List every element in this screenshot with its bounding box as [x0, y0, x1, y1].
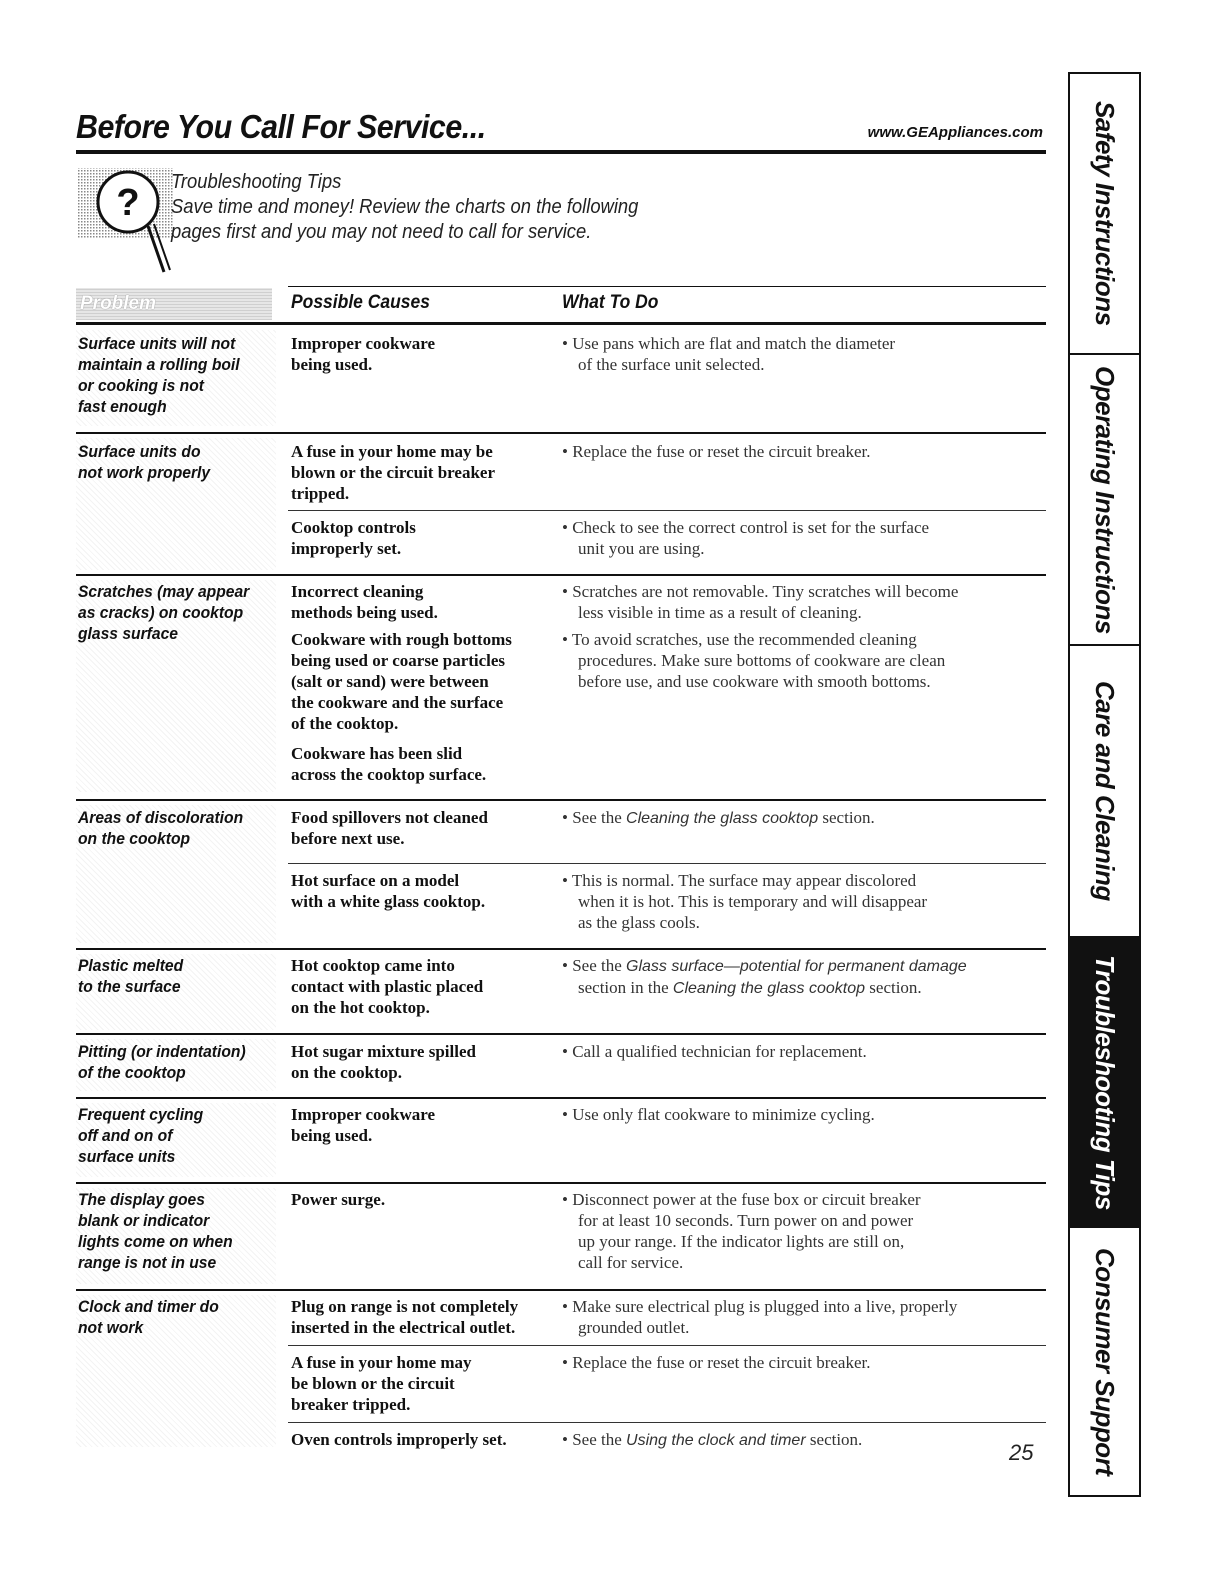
problem-text: not work properly [78, 463, 211, 482]
todo-text: • Use pans which are flat and match the diameter [562, 334, 896, 353]
todo-cell [562, 333, 1042, 375]
todo-text: section in the [578, 978, 673, 997]
cause-cell [291, 1296, 553, 1338]
problem-cell [78, 1296, 262, 1338]
todo-text: • Scratches are not removable. Tiny scratches will become [562, 582, 959, 601]
svg-text:?: ? [116, 182, 140, 224]
cause-text: on the cooktop. [291, 1063, 402, 1082]
problem-text: fast enough [78, 397, 167, 416]
problem-text: lights come on when [78, 1232, 233, 1251]
todo-text: section. [865, 978, 922, 997]
todo-text: • Check to see the correct control is set for the surface [562, 518, 930, 537]
cause-text: methods being used. [291, 603, 438, 622]
todo-text: as the glass cools. [578, 913, 700, 932]
cause-text: Cookware with rough bottoms [291, 630, 512, 649]
todo-text: • See the [562, 808, 627, 827]
header-rule [76, 322, 1046, 325]
cause-cell [291, 1429, 553, 1450]
todo-cell [562, 1296, 1042, 1338]
cause-cell [291, 1041, 553, 1083]
problem-text: maintain a rolling boil [78, 355, 240, 374]
section-reference: Cleaning the glass cooktop [626, 810, 819, 827]
problem-text: Frequent cycling [78, 1105, 204, 1124]
todo-text: when it is hot. This is temporary and will disappear [578, 892, 928, 911]
row-divider [76, 432, 1046, 434]
cause-cell [291, 1104, 553, 1146]
todo-text: for at least 10 seconds. Turn power on and power [578, 1211, 914, 1230]
cause-text: the cookware and the surface [291, 693, 504, 712]
sub-divider [288, 1422, 1046, 1423]
cause-text: Incorrect cleaning [291, 582, 424, 601]
cause-text: Power surge. [291, 1190, 386, 1209]
tab-operating-instructions[interactable] [1070, 355, 1139, 646]
todo-cell [562, 629, 1042, 692]
cause-text: with a white glass cooktop. [291, 892, 486, 911]
problem-text: of the cooktop [78, 1063, 186, 1082]
cause-text: Hot sugar mixture spilled [291, 1042, 476, 1061]
problem-text: Surface units do [78, 442, 201, 461]
cause-text: be blown or the circuit [291, 1374, 455, 1393]
cause-text: improperly set. [291, 539, 402, 558]
section-reference: Using the clock and timer [626, 1432, 806, 1449]
cause-text: tripped. [291, 484, 350, 503]
cause-text: inserted in the electrical outlet. [291, 1318, 516, 1337]
website-url: www.GEAppliances.com [867, 124, 1043, 141]
row-divider [76, 1097, 1046, 1099]
problem-text: range is not in use [78, 1253, 217, 1272]
todo-cell [562, 955, 1042, 999]
todo-cell [562, 1041, 1042, 1062]
cause-cell [291, 1189, 553, 1210]
tab-safety-instructions[interactable] [1070, 74, 1139, 355]
todo-cell [562, 1104, 1042, 1125]
problem-text: blank or indicator [78, 1211, 210, 1230]
todo-cell [562, 441, 1042, 462]
cause-cell [291, 1352, 553, 1415]
row-divider [76, 574, 1046, 576]
todo-cell [562, 807, 1042, 829]
todo-cell [562, 581, 1042, 623]
todo-cell [562, 1189, 1042, 1273]
todo-text: of the surface unit selected. [578, 355, 765, 374]
tab-label: Troubleshooting Tips [1090, 954, 1120, 1210]
problem-text: Surface units will not [78, 334, 236, 353]
cause-text: on the hot cooktop. [291, 998, 430, 1017]
cause-text: Oven controls improperly set. [291, 1430, 507, 1449]
problem-cell [78, 1041, 262, 1083]
problem-text: off and on of [78, 1126, 173, 1145]
problem-text: not work [78, 1318, 144, 1337]
todo-text: • Replace the fuse or reset the circuit breaker. [562, 1353, 871, 1372]
problem-cell [78, 333, 262, 417]
problem-text: on the cooktop [78, 829, 191, 848]
todo-cell [562, 517, 1042, 559]
cause-cell [291, 441, 553, 504]
column-header-todo: What To Do [562, 292, 659, 313]
cause-text: across the cooktop surface. [291, 765, 487, 784]
todo-text: procedures. Make sure bottoms of cookware are clean [578, 651, 946, 670]
tab-consumer-support[interactable] [1070, 1228, 1139, 1495]
tips-line: Save time and money! Review the charts on the following [171, 196, 639, 218]
todo-text: • See the [562, 1430, 627, 1449]
page-title: Before You Call For Service... [76, 108, 486, 145]
cause-text: Plug on range is not completely [291, 1297, 519, 1316]
cause-text: A fuse in your home may be [291, 442, 493, 461]
problem-cell [78, 1189, 262, 1273]
cause-text: Food spillovers not cleaned [291, 808, 488, 827]
problem-text: Areas of discoloration [78, 808, 244, 827]
problem-text: glass surface [78, 624, 178, 643]
row-divider [76, 799, 1046, 801]
cause-text: Cookware has been slid [291, 744, 463, 763]
sub-divider [288, 1345, 1046, 1346]
cause-text: A fuse in your home may [291, 1353, 472, 1372]
cause-text: of the cooktop. [291, 714, 399, 733]
todo-text: section. [818, 808, 875, 827]
cause-cell [291, 870, 553, 912]
problem-text: as cracks) on cooktop [78, 603, 244, 622]
tab-label: Safety Instructions [1090, 101, 1120, 326]
todo-text: call for service. [578, 1253, 684, 1272]
tips-heading: Troubleshooting Tips [171, 171, 342, 193]
problem-text: or cooking is not [78, 376, 204, 395]
cause-text: breaker tripped. [291, 1395, 411, 1414]
sub-divider [288, 863, 1046, 864]
problem-text: to the surface [78, 977, 181, 996]
cause-cell [291, 581, 553, 623]
cause-text: Improper cookware [291, 334, 436, 353]
cause-text: Cooktop controls [291, 518, 416, 537]
cause-text: (salt or sand) were between [291, 672, 489, 691]
cause-text: before next use. [291, 829, 405, 848]
row-divider [76, 1289, 1046, 1291]
cause-text: being used or coarse particles [291, 651, 506, 670]
todo-text: up your range. If the indicator lights are still on, [578, 1232, 905, 1251]
problem-cell [78, 1104, 262, 1167]
cause-cell [291, 807, 553, 849]
header-rule-thin [288, 286, 1046, 287]
tab-label: Care and Cleaning [1090, 681, 1120, 901]
tab-care-and-cleaning[interactable] [1070, 646, 1139, 938]
cause-cell [291, 333, 553, 375]
cause-text: Improper cookware [291, 1105, 436, 1124]
page-number: 25 [1009, 1440, 1034, 1465]
problem-text: Pitting (or indentation) [78, 1042, 246, 1061]
column-header-causes: Possible Causes [291, 292, 430, 313]
cause-cell [291, 517, 553, 559]
todo-cell [562, 1429, 1042, 1451]
cause-text: being used. [291, 1126, 373, 1145]
cause-text: being used. [291, 355, 373, 374]
todo-text: • To avoid scratches, use the recommended cleaning [562, 630, 917, 649]
todo-text: • See the [562, 956, 627, 975]
problem-cell [78, 807, 262, 849]
row-divider [76, 1033, 1046, 1035]
row-divider [76, 948, 1046, 950]
todo-cell [562, 1352, 1042, 1373]
todo-text: section. [805, 1430, 863, 1449]
tab-label: Operating Instructions [1090, 365, 1120, 634]
todo-text: less visible in time as a result of cleaning. [578, 603, 862, 622]
tab-label: Consumer Support [1090, 1247, 1120, 1476]
cause-cell [291, 743, 553, 785]
todo-text: before use, and use cookware with smooth bottoms. [578, 672, 931, 691]
cause-text: blown or the circuit breaker [291, 463, 495, 482]
cause-cell [291, 955, 553, 1018]
column-header-problem: Problem [76, 288, 272, 320]
cause-cell [291, 629, 553, 734]
problem-text: surface units [78, 1147, 176, 1166]
problem-cell [78, 441, 262, 483]
problem-text: Scratches (may appear [78, 582, 250, 601]
todo-text: • Replace the fuse or reset the circuit breaker. [562, 442, 871, 461]
section-reference: Glass surface—potential for permanent damage [626, 958, 967, 975]
todo-text: • Call a qualified technician for replacement. [562, 1042, 867, 1061]
todo-text: • Disconnect power at the fuse box or circuit breaker [562, 1190, 921, 1209]
problem-cell [78, 955, 262, 997]
tab-troubleshooting-tips[interactable] [1070, 938, 1139, 1228]
sub-divider [288, 510, 1046, 511]
todo-text: • Use only flat cookware to minimize cycling. [562, 1105, 875, 1124]
title-rule [76, 150, 1046, 154]
todo-text: grounded outlet. [578, 1318, 690, 1337]
todo-text: • Make sure electrical plug is plugged into a live, properly [562, 1297, 958, 1316]
cause-text: Hot surface on a model [291, 871, 460, 890]
problem-text: Clock and timer do [78, 1297, 219, 1316]
todo-text: • This is normal. The surface may appear discolored [562, 871, 917, 890]
problem-text: Plastic melted [78, 956, 184, 975]
problem-text: The display goes [78, 1190, 205, 1209]
todo-cell [562, 870, 1042, 933]
row-divider [76, 1182, 1046, 1184]
section-reference: Cleaning the glass cooktop [672, 980, 866, 997]
troubleshooting-tips-intro [171, 170, 638, 245]
cause-text: contact with plastic placed [291, 977, 484, 996]
section-tabs [1068, 72, 1141, 1497]
todo-text: unit you are using. [578, 539, 705, 558]
tips-line: pages first and you may not need to call for service. [171, 221, 592, 243]
cause-text: Hot cooktop came into [291, 956, 455, 975]
problem-cell [78, 581, 262, 644]
